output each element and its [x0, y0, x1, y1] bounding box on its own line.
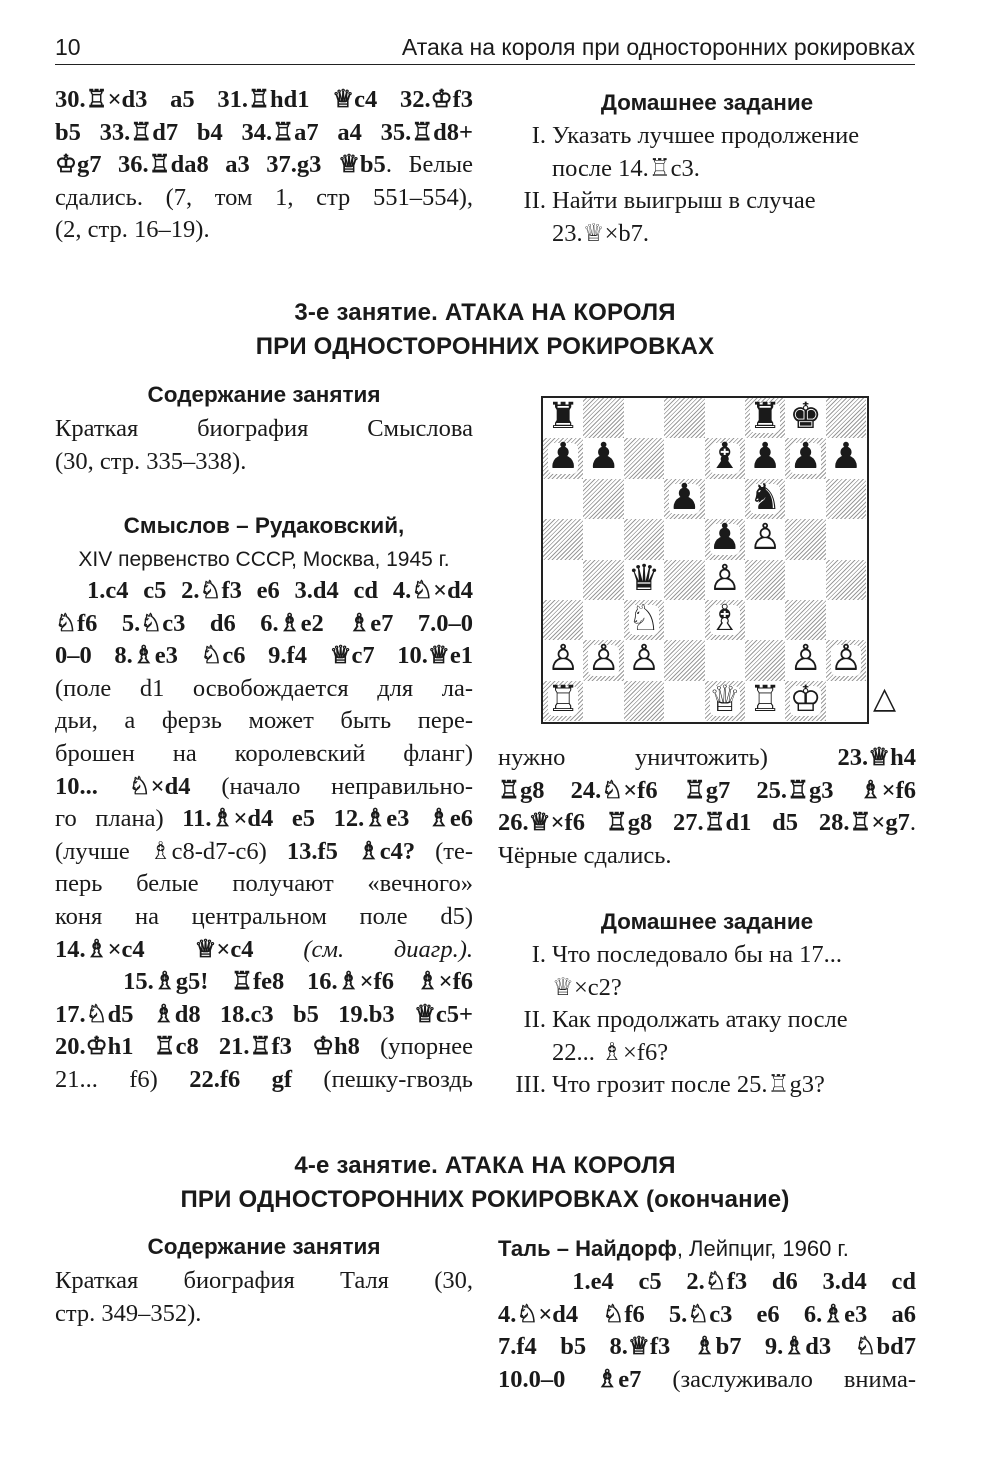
light-square-b5	[583, 519, 623, 559]
light-square-e2	[705, 640, 745, 680]
chess-piece-g1: ♔	[789, 678, 822, 720]
chess-piece-e4: ♙	[708, 557, 741, 599]
light-square-a6	[543, 479, 583, 519]
light-square-h1	[826, 681, 866, 721]
light-square-h5	[826, 519, 866, 559]
homework-item-text: после 14.♖c3.	[552, 154, 700, 182]
chess-piece-f1: ♖	[749, 678, 782, 720]
lesson4-game-text	[498, 1266, 916, 1396]
dark-square-g5	[785, 519, 825, 559]
page-header	[55, 30, 915, 65]
homework-item-line	[498, 972, 916, 1005]
text-line: коня на центральном поле d5)	[55, 902, 473, 930]
text-line: 10.0–0 ♗e7 (заслуживало внима-	[498, 1365, 916, 1393]
homework-item-text: Что последовало бы на 17...	[552, 941, 842, 968]
chess-piece-e5: ♟	[708, 517, 741, 559]
chess-piece-a1: ♖	[547, 678, 580, 720]
text-line: ♖g8 24.♘×f6 ♖g7 25.♖g3 ♗×f6	[498, 776, 916, 804]
chess-piece-g8: ♚	[789, 396, 822, 437]
lesson4-title-main: ПРИ ОДНОСТОРОННИХ РОКИРОВКАХ	[180, 1186, 640, 1213]
light-square-c6	[624, 479, 664, 519]
chess-piece-f7: ♟	[749, 436, 782, 478]
homework-item-number: I.	[531, 941, 546, 968]
lesson4-content-text	[55, 1265, 473, 1330]
dark-square-h6	[826, 479, 866, 519]
chess-piece-e7: ♝	[708, 436, 741, 478]
homework-item-line	[498, 1037, 916, 1070]
text-line: b5 33.♖d7 b4 34.♖a7 a4 35.♖d8+	[55, 118, 473, 146]
lesson3-game-text-continued	[498, 742, 916, 872]
chess-piece-c3: ♘	[627, 598, 661, 639]
dark-square-a3	[543, 600, 583, 640]
light-square-e6	[705, 479, 745, 519]
text-line: (лучше ♗c8-d7-c6) 13.f5 ♗c4? (те-	[55, 837, 474, 865]
text-line: Краткая биография Смыслова	[55, 415, 473, 442]
chess-piece-g7: ♟	[789, 436, 822, 478]
chess-piece-e3: ♗	[708, 598, 741, 639]
text-line: 7.f4 b5 8.♕f3 ♗b7 9.♗d3 ♘bd7	[498, 1333, 916, 1361]
homework-list-1	[498, 120, 916, 250]
text-line: ♔g7 36.♖da8 a3 37.g3 ♕b5. Белые	[55, 151, 473, 179]
light-square-g6	[785, 479, 825, 519]
dark-square-c7	[624, 438, 664, 478]
homework-item-line	[498, 185, 916, 218]
text-line: брошен на королевский фланг)	[55, 739, 473, 767]
homework-item-text: ♕×c2?	[552, 973, 622, 1001]
top-left-text	[55, 84, 473, 247]
homework-item-text: Найти выигрыш в случае	[552, 187, 816, 215]
lesson3-game-text	[55, 575, 473, 1097]
light-square-d1	[664, 681, 704, 721]
light-square-d3	[664, 600, 704, 640]
lesson3-homework-title: Домашнее задание	[600, 909, 814, 934]
chess-piece-f8: ♜	[749, 396, 782, 437]
chess-piece-b2: ♙	[587, 638, 620, 680]
lesson3-game-title: Смыслов – Рудаковский,	[123, 513, 405, 538]
chess-board	[543, 398, 866, 721]
dark-square-f4	[745, 560, 785, 600]
text-line: (поле d1 освобождается для ла-	[55, 674, 473, 702]
lesson3-content-text	[55, 413, 473, 478]
dark-square-h8	[826, 398, 866, 438]
lesson3-title-line1: 3-е занятие. АТАКА НА КОРОЛЯ	[294, 299, 676, 326]
dark-square-c5	[624, 519, 664, 559]
dark-square-b6	[583, 479, 623, 519]
chess-piece-g2: ♙	[789, 638, 822, 680]
dark-square-c1	[624, 681, 664, 721]
chess-piece-e1: ♕	[708, 678, 741, 720]
homework-item-number: I.	[531, 122, 546, 149]
homework-title-1: Домашнее задание	[600, 90, 814, 115]
homework-item-line	[498, 1004, 916, 1037]
lesson3-homework-list	[498, 939, 916, 1102]
lesson4-game-title	[498, 1234, 916, 1264]
lesson4-game-event: , Лейпциг, 1960 г.	[676, 1236, 849, 1261]
lesson4-title-line1: 4-е занятие. АТАКА НА КОРОЛЯ	[294, 1152, 676, 1179]
text-line: 17.♘d5 ♗d8 18.c3 b5 19.b3 ♕c5+	[55, 1000, 473, 1028]
dark-square-b8	[583, 398, 623, 438]
chess-piece-a7: ♟	[547, 436, 580, 478]
text-line: Чёрные сдались.	[498, 841, 672, 869]
homework-item-text: 22... ♗×f6?	[552, 1038, 669, 1066]
text-line: 15.♗g5! ♖fe8 16.♗×f6 ♗×f6	[123, 968, 473, 996]
chess-piece-d6: ♟	[668, 476, 701, 518]
lesson3-title-line2: ПРИ ОДНОСТОРОННИХ РОКИРОВКАХ	[255, 333, 715, 360]
text-line: ♘f6 5.♘c3 d6 6.♗e2 ♗e7 7.0–0	[55, 609, 473, 637]
chess-piece-f6: ♞	[749, 476, 782, 518]
homework-item-text: Что грозит после 25.♖g3?	[552, 1071, 825, 1099]
text-line: 20.♔h1 ♖c8 21.♖f3 ♔h8 (упорнее	[55, 1033, 473, 1061]
text-line: 10... ♘×d4 (начало неправильно-	[55, 772, 473, 800]
text-line: 14.♗×c4 ♕×c4 (см. диагр.).	[55, 935, 474, 963]
text-line: (30, стр. 335–338).	[55, 447, 247, 475]
text-line: го плана) 11.♗×d4 e5 12.♗e3 ♗e6	[55, 805, 474, 833]
text-line: 30.♖×d3 a5 31.♖hd1 ♕c4 32.♔f3	[55, 86, 473, 113]
homework-item-number: III.	[515, 1071, 546, 1099]
chess-piece-a8: ♜	[547, 396, 580, 437]
text-line: Краткая биография Таля (30,	[55, 1267, 473, 1294]
chess-piece-b7: ♟	[587, 436, 620, 478]
chess-piece-h7: ♟	[829, 436, 863, 478]
light-square-g4	[785, 560, 825, 600]
light-square-a4	[543, 560, 583, 600]
text-line: (2, стр. 16–19).	[55, 216, 210, 244]
homework-item-line	[498, 1069, 916, 1102]
light-square-d5	[664, 519, 704, 559]
dark-square-a5	[543, 519, 583, 559]
homework-item-text: Как продолжать атаку после	[552, 1006, 848, 1034]
dark-square-h4	[826, 560, 866, 600]
text-line: 26.♕×f6 ♖g8 27.♖d1 d5 28.♖×g7.	[498, 809, 916, 837]
lesson3-content-title: Содержание занятия	[147, 382, 381, 407]
dark-square-d4	[664, 560, 704, 600]
dark-square-d8	[664, 398, 704, 438]
homework-item-line	[498, 153, 916, 186]
dark-square-d2	[664, 640, 704, 680]
text-line: 4.♘×d4 ♘f6 5.♘c3 e6 6.♗e3 a6	[498, 1300, 916, 1328]
text-line: 0–0 8.♗e3 ♘c6 9.f4 ♕c7 10.♕e1	[55, 642, 473, 670]
light-square-f3	[745, 600, 785, 640]
lesson4-title-line2	[55, 1183, 915, 1216]
homework-item-text: 23.♕×b7.	[552, 219, 650, 247]
light-square-b1	[583, 681, 623, 721]
text-line: перь белые получают «вечного»	[55, 870, 473, 898]
homework-item-line	[498, 218, 916, 251]
homework-item-line	[498, 939, 916, 972]
white-to-move-marker: △	[873, 682, 897, 715]
text-line: 1.e4 c5 2.♘f3 d6 3.d4 cd	[572, 1268, 916, 1295]
chess-piece-a2: ♙	[547, 638, 580, 680]
chess-piece-h2: ♙	[829, 638, 863, 680]
homework-item-text: Указать лучшее продолжение	[552, 122, 860, 149]
light-square-h3	[826, 600, 866, 640]
light-square-d7	[664, 438, 704, 478]
light-square-c8	[624, 398, 664, 438]
dark-square-g3	[785, 600, 825, 640]
homework-item-number: II.	[523, 1006, 546, 1034]
text-line: сдались. (7, том 1, стр 551–554),	[55, 183, 473, 211]
text-line: дьи, а ферзь может быть пере-	[55, 707, 473, 735]
text-line: 21... f6) 22.f6 gf (пешку-гвоздь	[55, 1065, 473, 1093]
dark-square-f2	[745, 640, 785, 680]
chess-diagram	[541, 396, 869, 724]
text-line: 1.c4 c5 2.♘f3 e6 3.d4 cd 4.♘×d4	[87, 577, 473, 604]
lesson4-game-players: Таль – Найдорф	[498, 1236, 677, 1261]
chess-piece-c2: ♙	[627, 638, 661, 680]
text-line: нужно уничтожить) 23.♕h4	[498, 744, 916, 771]
homework-item-line	[498, 120, 916, 153]
light-square-b3	[583, 600, 623, 640]
running-title: Атака на короля при односторонних рокировках	[401, 34, 915, 60]
homework-item-number: II.	[523, 187, 546, 215]
lesson4-title-tail: (окончание)	[645, 1186, 790, 1213]
chess-piece-c4: ♛	[627, 557, 661, 599]
dark-square-b4	[583, 560, 623, 600]
light-square-e8	[705, 398, 745, 438]
chess-piece-f5: ♙	[749, 517, 782, 559]
lesson4-content-title: Содержание занятия	[147, 1234, 381, 1259]
lesson3-game-event: XIV первенство СССР, Москва, 1945 г.	[78, 548, 450, 571]
text-line: стр. 349–352).	[55, 1299, 202, 1327]
page-number: 10	[55, 34, 81, 60]
